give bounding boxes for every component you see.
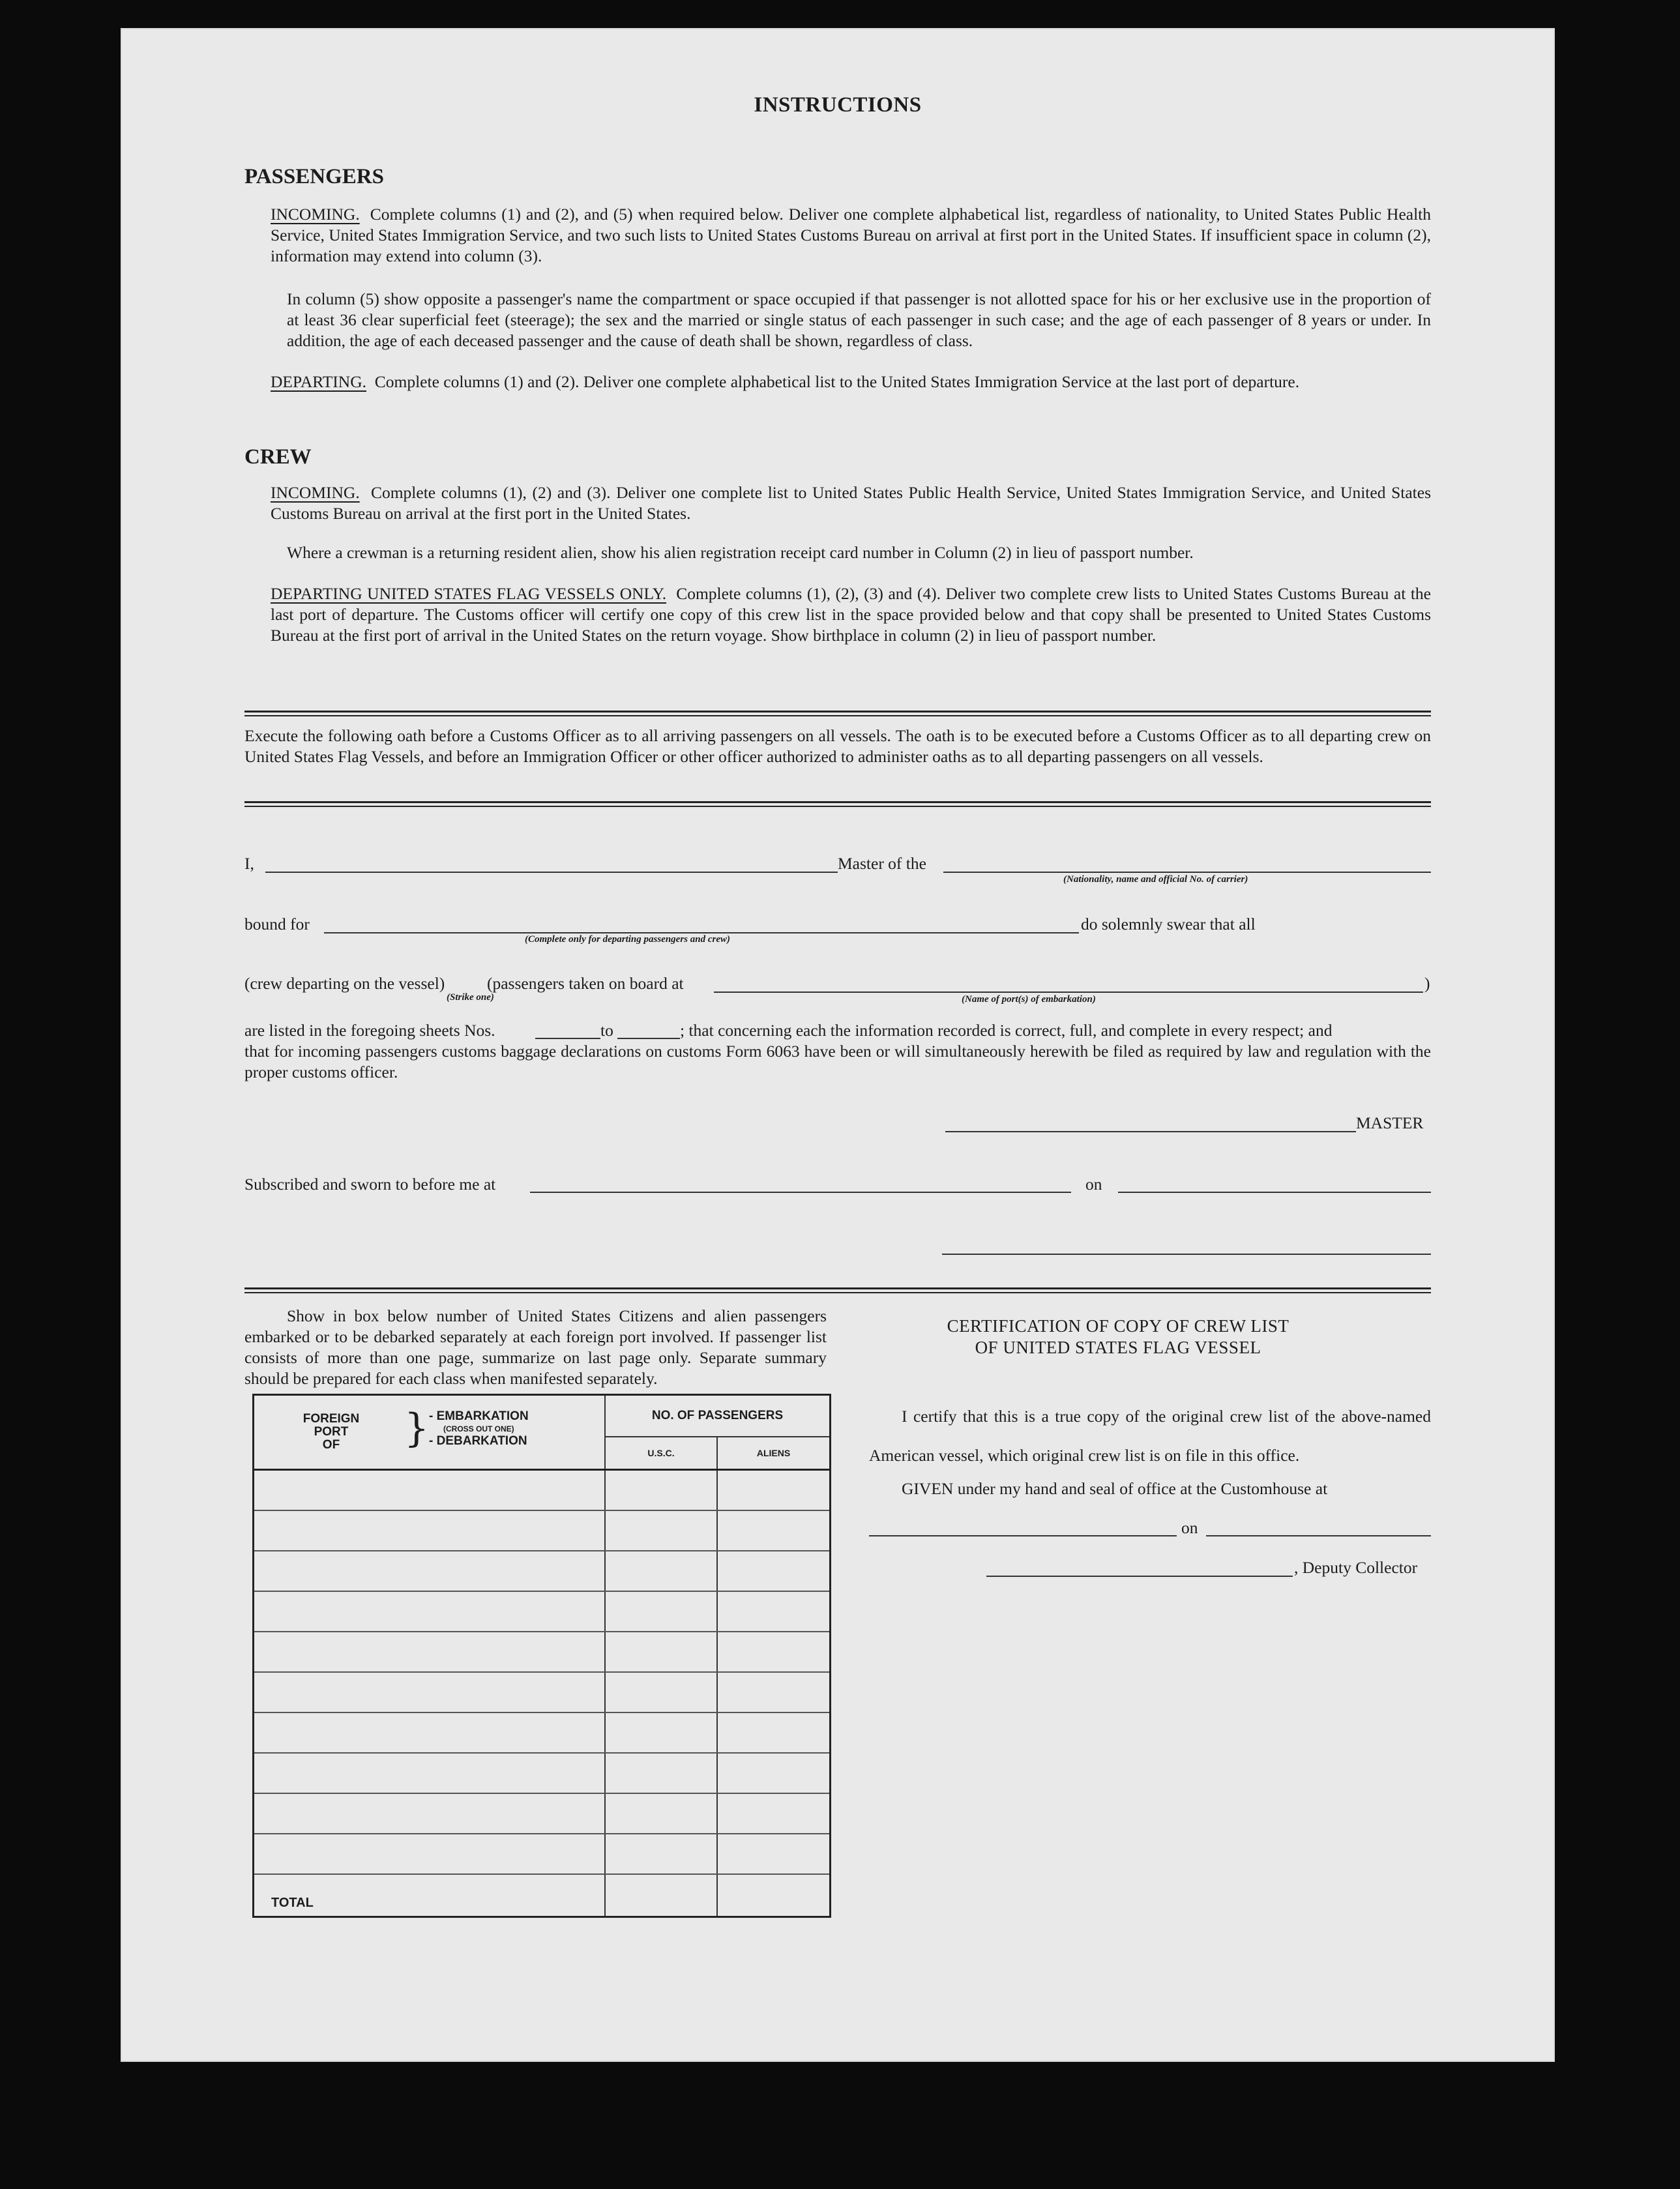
master-name-field[interactable] [265,872,838,873]
aliens-cell[interactable] [717,1632,831,1672]
table-row [254,1470,831,1510]
aliens-cell[interactable] [717,1834,831,1874]
crew-resident-instruction: Where a crewman is a returning resident alien, show his alien registration receipt card number in Column (2) in lieu of passport number. [287,543,1194,562]
aliens-cell[interactable] [717,1793,831,1834]
passengers-departing-text: Complete columns (1) and (2). Deliver one complete alphabetical list to the United States Immigration Service at the last port of departure. [374,372,1300,391]
certification-date-field[interactable] [1206,1535,1431,1536]
usc-cell[interactable] [605,1672,717,1712]
subscribed-label: Subscribed and sworn to before me at [244,1175,496,1194]
swear-text: do solemnly swear that all [1081,915,1256,933]
port-cell[interactable] [254,1834,606,1874]
debarkation-label: - DEBARKATION [429,1434,527,1448]
table-row [254,1753,831,1793]
table-row [254,1793,831,1834]
passengers-departing-lead: DEPARTING. [271,372,366,391]
port-cell[interactable] [254,1470,606,1510]
master-label: MASTER [1356,1113,1424,1132]
table-row [254,1834,831,1874]
table-row [254,1712,831,1753]
bound-for-field[interactable] [324,932,1079,933]
total-label: TOTAL [254,1874,606,1917]
foreign-port-label: FOREIGN PORT OF [302,1412,360,1452]
embarkation-label: - EMBARKATION [429,1409,529,1423]
subscribed-on-label: on [1085,1175,1102,1194]
subscribed-date-field[interactable] [1118,1192,1431,1193]
table-row [254,1510,831,1551]
oath-instruction: Execute the following oath before a Customs Officer as to all arriving passengers on all vessels. The oath is to be executed before a Customs Officer as to all departing crew on United States Flag Vessels, and before an Immigration Officer or other officer authorized to administer oaths as to all departing passengers on all vessels. [244,726,1431,766]
table-row [254,1672,831,1712]
form-sheet [121,28,1555,2062]
usc-cell[interactable] [605,1834,717,1874]
aliens-cell[interactable] [717,1510,831,1551]
table-row [254,1551,831,1591]
port-cell[interactable] [254,1672,606,1712]
deputy-collector-label: , Deputy Collector [1294,1558,1418,1577]
deputy-collector-signature-field[interactable] [986,1576,1293,1577]
passengers-header [605,1395,831,1470]
crew-incoming-lead: INCOMING. [271,483,360,502]
usc-cell[interactable] [605,1753,717,1793]
passengers-column5-instruction: In column (5) show opposite a passenger's name the compartment or space occupied if that passenger is not allotted space for his or her exclusive use in the proportion of at least 36 clear superficial feet (steerage); the sex and the married or single status of each passenger in such case; and the age of each passenger of 8 years or under. In addition, the age of each deceased passenger and the cause of death shall be shown, regardless of class. [287,289,1431,350]
certification-on-label: on [1181,1518,1198,1537]
total-aliens-cell[interactable] [717,1874,831,1917]
usc-cell[interactable] [605,1510,717,1551]
passengers-taken-option: (passengers taken on board at [487,974,684,993]
passengers-incoming-instruction [271,204,1431,267]
bound-for-caption: (Complete only for departing passengers and crew) [525,934,730,945]
master-of-the-label: Master of the [838,854,926,873]
master-signature-field[interactable] [945,1131,1356,1132]
crew-departing-text: Complete columns (1), (2), (3) and (4). Deliver two complete crew lists to United States Customs Bureau at the last port of departure. The Customs officer will certify one copy of this crew list in the space provided below and that copy shall be presented to United States Customs Bureau at the first port of arrival in the United States on the return voyage. Show birthplace in column (2) in lieu of passport number. [271,584,1431,645]
usc-cell[interactable] [605,1551,717,1591]
certification-title-line1: CERTIFICATION OF COPY OF CREW LIST [947,1316,1289,1336]
embarkation-port-field[interactable] [714,992,1423,993]
strike-caption: (Strike one) [447,992,494,1003]
customhouse-field[interactable] [869,1535,1177,1536]
passengers-heading: PASSENGERS [244,165,384,188]
port-cell[interactable] [254,1712,606,1753]
total-usc-cell[interactable] [605,1874,717,1917]
aliens-cell[interactable] [717,1672,831,1712]
crew-incoming-text: Complete columns (1), (2) and (3). Deliver one complete list to United States Public Health Service, United States Immigration Service, and United States Customs Bureau on arrival at the first port in the United States. [271,483,1431,523]
usc-cell[interactable] [605,1470,717,1510]
officer-signature-field[interactable] [942,1254,1431,1255]
certification-title-line2: OF UNITED STATES FLAG VESSEL [975,1338,1261,1357]
passengers-departing-instruction [271,372,1431,392]
crew-incoming-instruction [271,482,1431,524]
carrier-field[interactable] [943,872,1431,873]
port-cell[interactable] [254,1793,606,1834]
given-text: GIVEN under my hand and seal of office at the Customhouse at [902,1479,1328,1498]
no-of-passengers-label: NO. OF PASSENGERS [606,1396,829,1437]
port-cell[interactable] [254,1591,606,1632]
crew-departing-option: (crew departing on the vessel) [244,974,445,993]
sheet-to-field[interactable] [617,1038,680,1039]
passenger-summary-table [252,1394,831,1918]
usc-header: U.S.C. [606,1437,718,1469]
carrier-caption: (Nationality, name and official No. of carrier) [1063,874,1248,885]
brace-icon: } [404,1405,430,1451]
usc-cell[interactable] [605,1793,717,1834]
aliens-header: ALIENS [756,1448,791,1458]
divider [244,711,1431,713]
sheet-from-field[interactable] [535,1038,600,1039]
summary-instruction: Show in box below number of United States Citizens and alien passengers embarked or to be debarked separately at each foreign port involved. If passenger list consists of more than one page, summarize on last page only. Separate summary should be prepared for each class when manifested separately. [244,1306,827,1388]
foreign-port-header [254,1395,606,1470]
divider [244,1287,1431,1289]
divider [244,801,1431,803]
table-row [254,1591,831,1632]
to-label: to [600,1021,613,1040]
aliens-cell[interactable] [717,1591,831,1632]
aliens-cell[interactable] [717,1753,831,1793]
cross-out-caption: (CROSS OUT ONE) [443,1424,514,1433]
aliens-cell[interactable] [717,1712,831,1753]
close-paren: ) [1424,974,1430,993]
listed-text-a: are listed in the foregoing sheets Nos. [244,1021,495,1040]
certify-text: I certify that this is a true copy of the original crew list of the above-named American vessel, which original crew list is on file in this office. [869,1407,1431,1465]
bound-for-label: bound for [244,915,310,933]
crew-departing-instruction [271,583,1431,646]
oath-i-label: I, [244,854,254,873]
listed-text-b: ; that concerning each the information recorded is correct, full, and complete in every respect; and [680,1021,1333,1040]
page-title: INSTRUCTIONS [754,93,922,117]
passengers-incoming-lead: INCOMING. [271,205,360,224]
subscribed-place-field[interactable] [530,1192,1071,1193]
usc-cell[interactable] [605,1632,717,1672]
crew-heading: CREW [244,445,312,469]
aliens-cell[interactable] [717,1551,831,1591]
usc-cell[interactable] [605,1591,717,1632]
table-row [254,1632,831,1672]
port-cell[interactable] [254,1753,606,1793]
port-cell[interactable] [254,1632,606,1672]
usc-cell[interactable] [605,1712,717,1753]
total-row [254,1874,831,1917]
port-cell[interactable] [254,1510,606,1551]
crew-departing-lead: DEPARTING UNITED STATES FLAG VESSELS ONLY. [271,584,667,603]
aliens-cell[interactable] [717,1470,831,1510]
port-caption: (Name of port(s) of embarkation) [962,994,1096,1005]
listed-text-rest: that for incoming passengers customs baggage declarations on customs Form 6063 have been or will simultaneously herewith be filed as required by law and regulation with the proper customs officer. [244,1042,1431,1081]
port-cell[interactable] [254,1551,606,1591]
certification-title [890,1315,1346,1359]
passengers-incoming-text: Complete columns (1) and (2), and (5) when required below. Deliver one complete alphabetical list, regardless of nationality, to United States Public Health Service, United States Immigration Service, and two such lists to United States Customs Bureau on arrival at first port in the United States. If insufficient space in column (2), information may extend into column (3). [271,205,1431,265]
